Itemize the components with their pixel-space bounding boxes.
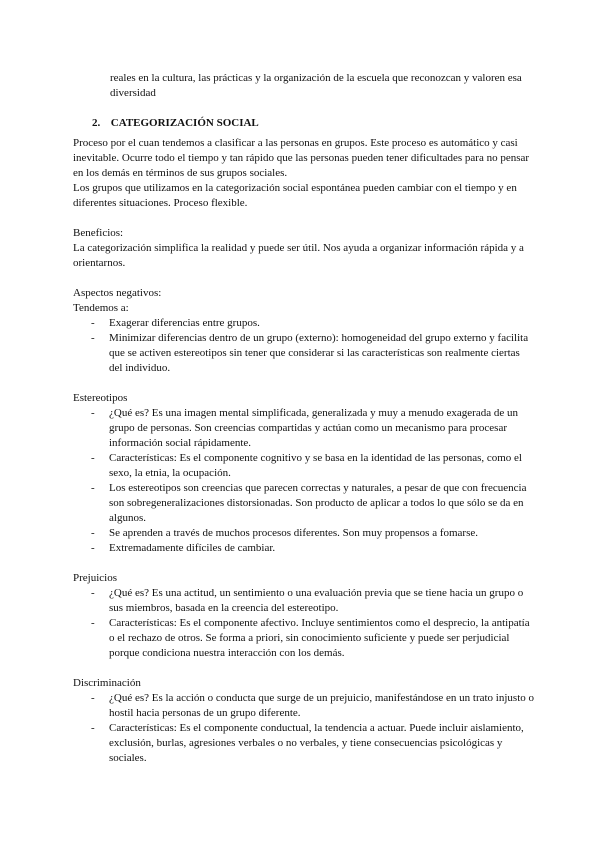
- negatives-list: [73, 316, 535, 376]
- continuation-paragraph: reales en la cultura, las prácticas y la organización de la escuela que reconozcan y valoren esa diversidad: [110, 72, 522, 99]
- bullet-dash: -: [91, 722, 95, 734]
- bullet-dash: -: [91, 587, 95, 599]
- list-item: - Extremadamente difíciles de cambiar.: [91, 542, 276, 554]
- prejudices-list: [73, 586, 535, 661]
- intro-paragraph-2: Los grupos que utilizamos en la categorización social espontánea pueden cambiar con el tiempo y en diferentes situaciones. Proceso flexible.: [73, 182, 517, 209]
- bullet-dash: -: [91, 542, 95, 554]
- list-item: - Se aprenden a través de muchos procesos diferentes. Son muy propensos a fomarse.: [91, 527, 479, 539]
- bullet-dash: -: [91, 407, 95, 419]
- list-item: - ¿Qué es? Es una actitud, un sentimiento o una evaluación previa que se tiene hacia un grupo o sus miembros, basada en la creencia del estereotipo.: [91, 587, 524, 614]
- list-item: - Exagerar diferencias entre grupos.: [91, 317, 260, 329]
- prejudices-label: Prejuicios: [73, 572, 117, 584]
- bullet-dash: -: [91, 527, 95, 539]
- list-item: - Minimizar diferencias dentro de un grupo (externo): homogeneidad del grupo externo y facilita que se activen estereotipos sin tener que considerar si las características son realmente ciertas del individuo.: [91, 332, 529, 374]
- section-heading: [92, 116, 259, 131]
- bullet-dash: -: [91, 332, 95, 344]
- list-item: - Los estereotipos son creencias que parecen correctas y naturales, a pesar de que con frecuencia son sobregeneralizaciones distorsionadas. Son producto de aplicar a todos lo que sólo se da en algunos.: [91, 482, 527, 524]
- list-item: - ¿Qué es? Es la acción o conducta que surge de un prejuicio, manifestándose en un trato injusto o hostil hacia personas de un grupo diferente.: [91, 692, 534, 719]
- bullet-dash: -: [91, 317, 95, 329]
- benefits-label: Beneficios:: [73, 227, 124, 239]
- bullet-dash: -: [91, 617, 95, 629]
- negatives-label: Aspectos negativos:: [73, 287, 162, 299]
- document-body: [73, 136, 535, 766]
- stereotypes-label: Estereotipos: [73, 392, 128, 404]
- discrimination-list: [73, 691, 535, 766]
- bullet-dash: -: [91, 482, 95, 494]
- bullet-dash: -: [91, 692, 95, 704]
- discrimination-label: Discriminación: [73, 677, 141, 689]
- list-item: - Características: Es el componente conductual, la tendencia a actuar. Puede incluir aislamiento, exclusión, burlas, agresiones verbales o no verbales, y tiene consecuencias psicológicas y sociales.: [91, 722, 524, 764]
- bullet-dash: -: [91, 452, 95, 464]
- negatives-sublabel: Tendemos a:: [73, 302, 129, 314]
- section-title: CATEGORIZACIÓN SOCIAL: [110, 117, 259, 129]
- list-item: - Características: Es el componente cognitivo y se basa en la identidad de las personas, como el sexo, la etnia, la ocupación.: [91, 452, 522, 479]
- intro-paragraph-1: Proceso por el cuan tendemos a clasificar a las personas en grupos. Este proceso es automático y casi inevitable. Ocurre todo el tiempo y tan rápido que las personas pueden tener dificultades para no pensar en los demás en términos de sus grupos sociales.: [73, 137, 530, 179]
- list-item: - Características: Es el componente afectivo. Incluye sentimientos como el desprecio, la antipatía o el rechazo de otros. Se forma a priori, sin conocimiento suficiente y puede ser perjudicial porque condiciona nuestra interacción con los demás.: [91, 617, 530, 659]
- stereotypes-list: [73, 406, 535, 556]
- list-item: - ¿Qué es? Es una imagen mental simplificada, generalizada y muy a menudo exagerada de un grupo de personas. Son creencias compartidas y actúan como un mecanismo para procesar información social rápidamente.: [91, 407, 518, 449]
- benefits-text: La categorización simplifica la realidad y puede ser útil. Nos ayuda a organizar información rápida y a orientarnos.: [73, 242, 524, 269]
- section-number: 2.: [92, 117, 101, 129]
